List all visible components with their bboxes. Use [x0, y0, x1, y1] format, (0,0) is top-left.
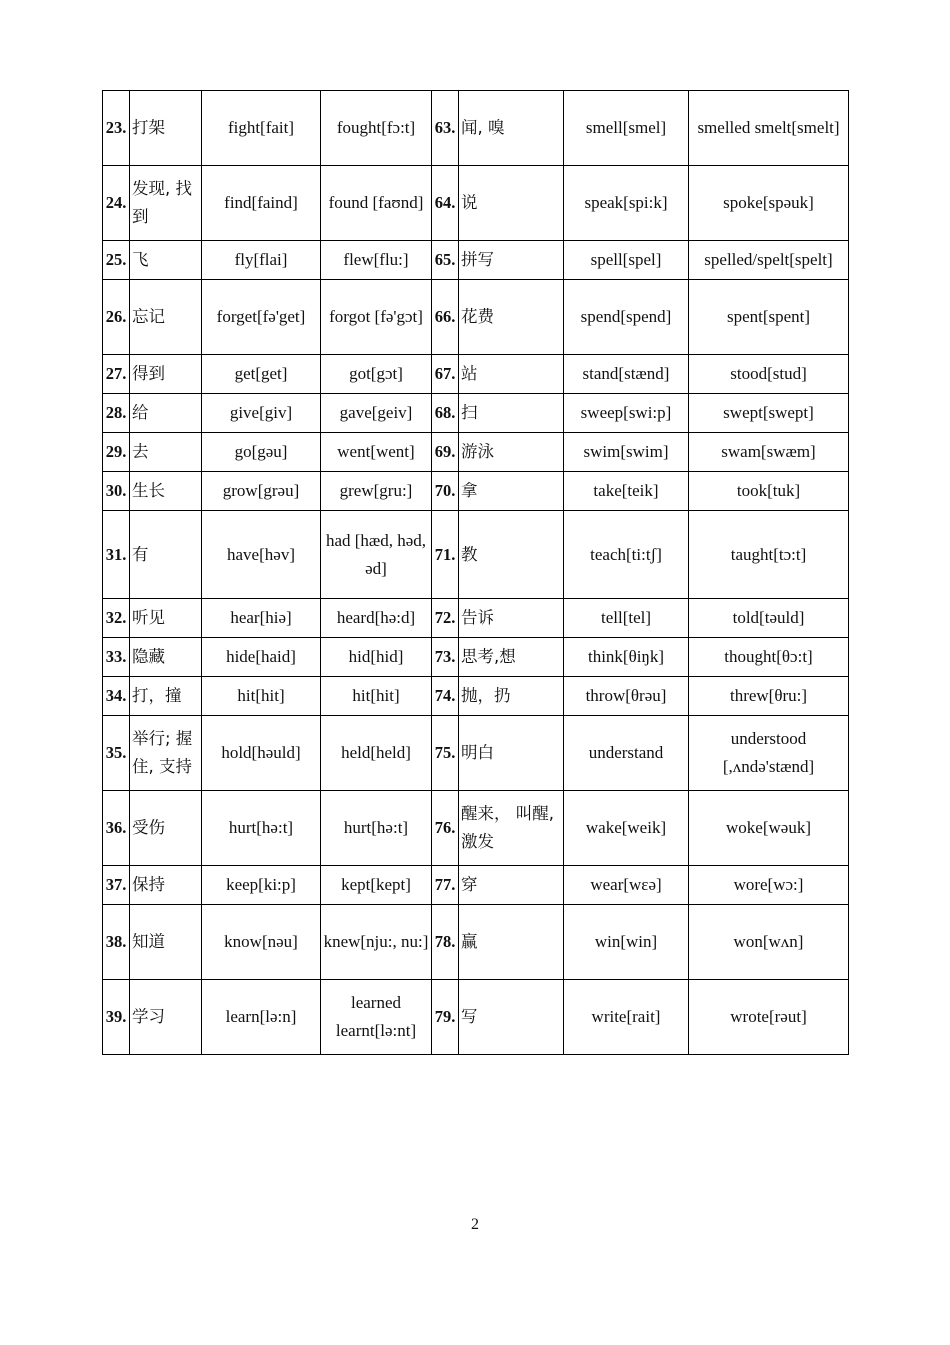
chinese-meaning: 隐藏 [130, 638, 202, 677]
entry-number: 31. [103, 511, 130, 599]
chinese-meaning: 打，撞 [130, 677, 202, 716]
verb-past-form: taught[tɔ:t] [689, 511, 849, 599]
table-row [103, 433, 849, 472]
chinese-meaning: 花费 [459, 280, 564, 355]
entry-number: 75. [432, 716, 459, 791]
verb-past-form: spelled/spelt[spelt] [689, 241, 849, 280]
entry-number: 77. [432, 866, 459, 905]
verb-base-form: throw[θrəu] [564, 677, 689, 716]
verb-past-form: wore[wɔ:] [689, 866, 849, 905]
entry-number: 79. [432, 980, 459, 1055]
chinese-meaning: 知道 [130, 905, 202, 980]
entry-number: 71. [432, 511, 459, 599]
verb-past-form: knew[nju:, nu:] [321, 905, 432, 980]
verb-past-form: fought[fɔ:t] [321, 91, 432, 166]
chinese-meaning: 告诉 [459, 599, 564, 638]
chinese-meaning: 听见 [130, 599, 202, 638]
verb-base-form: take[teik] [564, 472, 689, 511]
verb-past-form: gave[geiv] [321, 394, 432, 433]
entry-number: 73. [432, 638, 459, 677]
verb-base-form: swim[swim] [564, 433, 689, 472]
entry-number: 38. [103, 905, 130, 980]
chinese-meaning: 赢 [459, 905, 564, 980]
table-row [103, 91, 849, 166]
entry-number: 26. [103, 280, 130, 355]
verb-past-form: swept[swept] [689, 394, 849, 433]
verb-past-form: held[held] [321, 716, 432, 791]
verb-base-form: give[giv] [202, 394, 321, 433]
verb-base-form: learn[lə:n] [202, 980, 321, 1055]
entry-number: 63. [432, 91, 459, 166]
vocabulary-table [102, 90, 849, 1055]
verb-base-form: smell[smel] [564, 91, 689, 166]
table-row [103, 866, 849, 905]
verb-past-form: hit[hit] [321, 677, 432, 716]
verb-past-form: kept[kept] [321, 866, 432, 905]
chinese-meaning: 说 [459, 166, 564, 241]
chinese-meaning: 游泳 [459, 433, 564, 472]
verb-past-form: learned learnt[lə:nt] [321, 980, 432, 1055]
verb-base-form: have[həv] [202, 511, 321, 599]
verb-past-form: threw[θru:] [689, 677, 849, 716]
chinese-meaning: 扫 [459, 394, 564, 433]
table-row [103, 241, 849, 280]
entry-number: 65. [432, 241, 459, 280]
verb-past-form: swam[swæm] [689, 433, 849, 472]
entry-number: 34. [103, 677, 130, 716]
verb-base-form: spell[spel] [564, 241, 689, 280]
verb-base-form: hide[haid] [202, 638, 321, 677]
chinese-meaning: 教 [459, 511, 564, 599]
entry-number: 74. [432, 677, 459, 716]
verb-past-form: flew[flu:] [321, 241, 432, 280]
chinese-meaning: 打架 [130, 91, 202, 166]
chinese-meaning: 飞 [130, 241, 202, 280]
verb-base-form: sweep[swi:p] [564, 394, 689, 433]
table-row [103, 716, 849, 791]
chinese-meaning: 受伤 [130, 791, 202, 866]
chinese-meaning: 站 [459, 355, 564, 394]
verb-past-form: spoke[spəuk] [689, 166, 849, 241]
verb-past-form: wrote[rəut] [689, 980, 849, 1055]
entry-number: 33. [103, 638, 130, 677]
verb-past-form: went[went] [321, 433, 432, 472]
verb-past-form: smelled smelt[smelt] [689, 91, 849, 166]
entry-number: 72. [432, 599, 459, 638]
entry-number: 36. [103, 791, 130, 866]
entry-number: 78. [432, 905, 459, 980]
verb-past-form: forgot [fə'gɔt] [321, 280, 432, 355]
chinese-meaning: 闻, 嗅 [459, 91, 564, 166]
verb-base-form: hear[hiə] [202, 599, 321, 638]
chinese-meaning: 明白 [459, 716, 564, 791]
chinese-meaning: 拼写 [459, 241, 564, 280]
verb-base-form: fight[fait] [202, 91, 321, 166]
verb-past-form: took[tuk] [689, 472, 849, 511]
verb-past-form: hid[hid] [321, 638, 432, 677]
verb-past-form: woke[wəuk] [689, 791, 849, 866]
chinese-meaning: 学习 [130, 980, 202, 1055]
verb-base-form: write[rait] [564, 980, 689, 1055]
entry-number: 64. [432, 166, 459, 241]
entry-number: 29. [103, 433, 130, 472]
entry-number: 25. [103, 241, 130, 280]
verb-past-form: grew[gru:] [321, 472, 432, 511]
chinese-meaning: 抛，扔 [459, 677, 564, 716]
chinese-meaning: 思考,想 [459, 638, 564, 677]
vocabulary-table-body [103, 91, 849, 1055]
verb-base-form: find[faind] [202, 166, 321, 241]
verb-base-form: know[nəu] [202, 905, 321, 980]
table-row [103, 166, 849, 241]
verb-past-form: got[gɔt] [321, 355, 432, 394]
verb-base-form: think[θiŋk] [564, 638, 689, 677]
verb-past-form: found [faʊnd] [321, 166, 432, 241]
chinese-meaning: 得到 [130, 355, 202, 394]
chinese-meaning: 有 [130, 511, 202, 599]
table-row [103, 638, 849, 677]
entry-number: 23. [103, 91, 130, 166]
chinese-meaning: 忘记 [130, 280, 202, 355]
verb-base-form: tell[tel] [564, 599, 689, 638]
verb-past-form: told[təuld] [689, 599, 849, 638]
page-number: 2 [471, 1216, 479, 1233]
entry-number: 39. [103, 980, 130, 1055]
verb-base-form: win[win] [564, 905, 689, 980]
table-row [103, 280, 849, 355]
entry-number: 69. [432, 433, 459, 472]
table-row [103, 905, 849, 980]
verb-past-form: won[wʌn] [689, 905, 849, 980]
chinese-meaning: 发现, 找到 [130, 166, 202, 241]
verb-past-form: stood[stud] [689, 355, 849, 394]
verb-base-form: hold[həuld] [202, 716, 321, 791]
table-row [103, 472, 849, 511]
table-row [103, 791, 849, 866]
verb-base-form: wear[wεə] [564, 866, 689, 905]
chinese-meaning: 写 [459, 980, 564, 1055]
table-row [103, 980, 849, 1055]
verb-past-form: spent[spent] [689, 280, 849, 355]
verb-past-form: hurt[hə:t] [321, 791, 432, 866]
verb-base-form: forget[fə'get] [202, 280, 321, 355]
entry-number: 70. [432, 472, 459, 511]
verb-past-form: heard[hə:d] [321, 599, 432, 638]
table-row [103, 511, 849, 599]
verb-base-form: go[gəu] [202, 433, 321, 472]
verb-base-form: get[get] [202, 355, 321, 394]
chinese-meaning: 去 [130, 433, 202, 472]
entry-number: 67. [432, 355, 459, 394]
table-row [103, 394, 849, 433]
verb-past-form: had [hæd, həd, əd] [321, 511, 432, 599]
verb-past-form: understood [,ʌndə'stænd] [689, 716, 849, 791]
verb-past-form: thought[θɔ:t] [689, 638, 849, 677]
entry-number: 28. [103, 394, 130, 433]
entry-number: 27. [103, 355, 130, 394]
entry-number: 24. [103, 166, 130, 241]
verb-base-form: teach[ti:tʃ] [564, 511, 689, 599]
chinese-meaning: 拿 [459, 472, 564, 511]
chinese-meaning: 保持 [130, 866, 202, 905]
verb-base-form: speak[spi:k] [564, 166, 689, 241]
chinese-meaning: 生长 [130, 472, 202, 511]
chinese-meaning: 举行; 握住, 支持 [130, 716, 202, 791]
verb-base-form: understand [564, 716, 689, 791]
chinese-meaning: 给 [130, 394, 202, 433]
entry-number: 30. [103, 472, 130, 511]
verb-base-form: spend[spend] [564, 280, 689, 355]
entry-number: 37. [103, 866, 130, 905]
entry-number: 32. [103, 599, 130, 638]
table-row [103, 599, 849, 638]
verb-base-form: fly[flai] [202, 241, 321, 280]
entry-number: 35. [103, 716, 130, 791]
chinese-meaning: 醒来， 叫醒, 激发 [459, 791, 564, 866]
verb-base-form: hurt[hə:t] [202, 791, 321, 866]
verb-base-form: stand[stænd] [564, 355, 689, 394]
table-row [103, 355, 849, 394]
verb-base-form: hit[hit] [202, 677, 321, 716]
chinese-meaning: 穿 [459, 866, 564, 905]
entry-number: 76. [432, 791, 459, 866]
entry-number: 66. [432, 280, 459, 355]
table-row [103, 677, 849, 716]
verb-base-form: keep[ki:p] [202, 866, 321, 905]
verb-base-form: grow[grəu] [202, 472, 321, 511]
verb-base-form: wake[weik] [564, 791, 689, 866]
entry-number: 68. [432, 394, 459, 433]
